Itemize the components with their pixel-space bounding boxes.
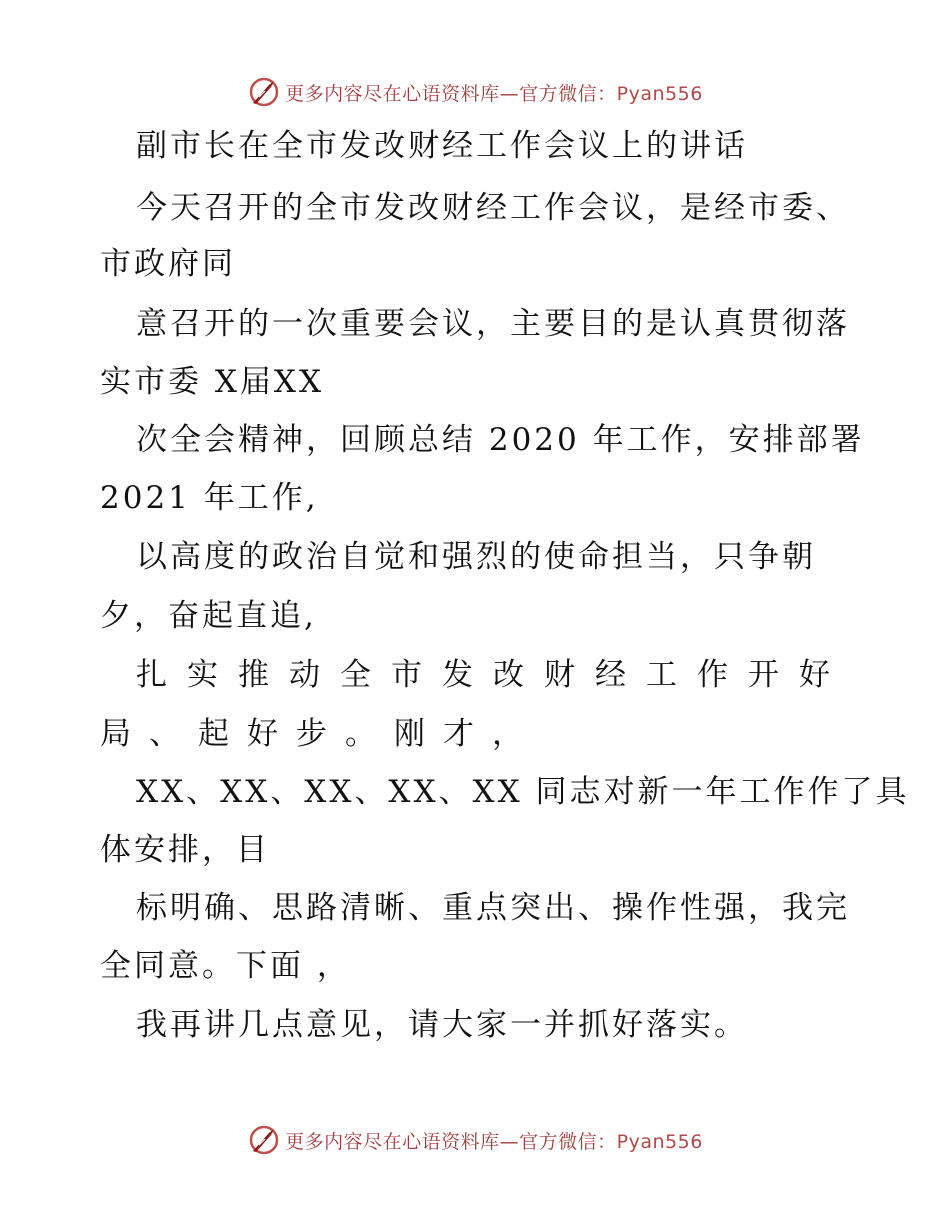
quill-pen-logo-icon — [247, 75, 281, 109]
paragraph-line: 意召开的一次重要会议，主要目的是认真贯彻落 — [136, 306, 850, 342]
paragraph-line: 扎实推动全市发改财经工作开好 — [136, 657, 850, 693]
paragraph-line: 全同意。下面 ， — [100, 948, 351, 984]
paragraph-line: 以高度的政治自觉和强烈的使命担当，只争朝 — [136, 539, 816, 575]
watermark-id: Pyan556 — [616, 82, 703, 105]
paragraph-line: 我再讲几点意见，请大家一并抓好落实。 — [136, 1007, 748, 1043]
paragraph-line: 2021 年工作, — [100, 480, 319, 516]
quill-pen-logo-icon — [247, 1123, 281, 1157]
header-watermark — [0, 72, 950, 112]
paragraph-line: 今天召开的全市发改财经工作会议，是经市委、 — [136, 190, 850, 226]
paragraph-line: 夕，奋起直追, — [100, 598, 317, 634]
paragraph-line: 局、起好步。刚才， — [100, 716, 541, 752]
watermark-text: 更多内容尽在心语资料库—官方微信：Pyan556 — [285, 1130, 703, 1153]
watermark-text: 更多内容尽在心语资料库—官方微信：Pyan556 — [285, 82, 703, 105]
paragraph-line: 体安排，目 — [100, 832, 270, 868]
paragraph-line: 次全会精神，回顾总结 2020 年工作，安排部署 — [136, 422, 865, 458]
watermark-id: Pyan556 — [616, 1130, 703, 1153]
paragraph-line: 市政府同 — [100, 246, 236, 282]
document-title: 副市长在全市发改财经工作会议上的讲话 — [136, 128, 748, 164]
paragraph-line: XX、XX、XX、XX、XX 同志对新一年工作作了具 — [136, 774, 910, 810]
footer-watermark — [0, 1120, 950, 1160]
paragraph-line: 标明确、思路清晰、重点突出、操作性强，我完 — [136, 890, 850, 926]
paragraph-line: 实市委 X届XX — [100, 364, 325, 400]
